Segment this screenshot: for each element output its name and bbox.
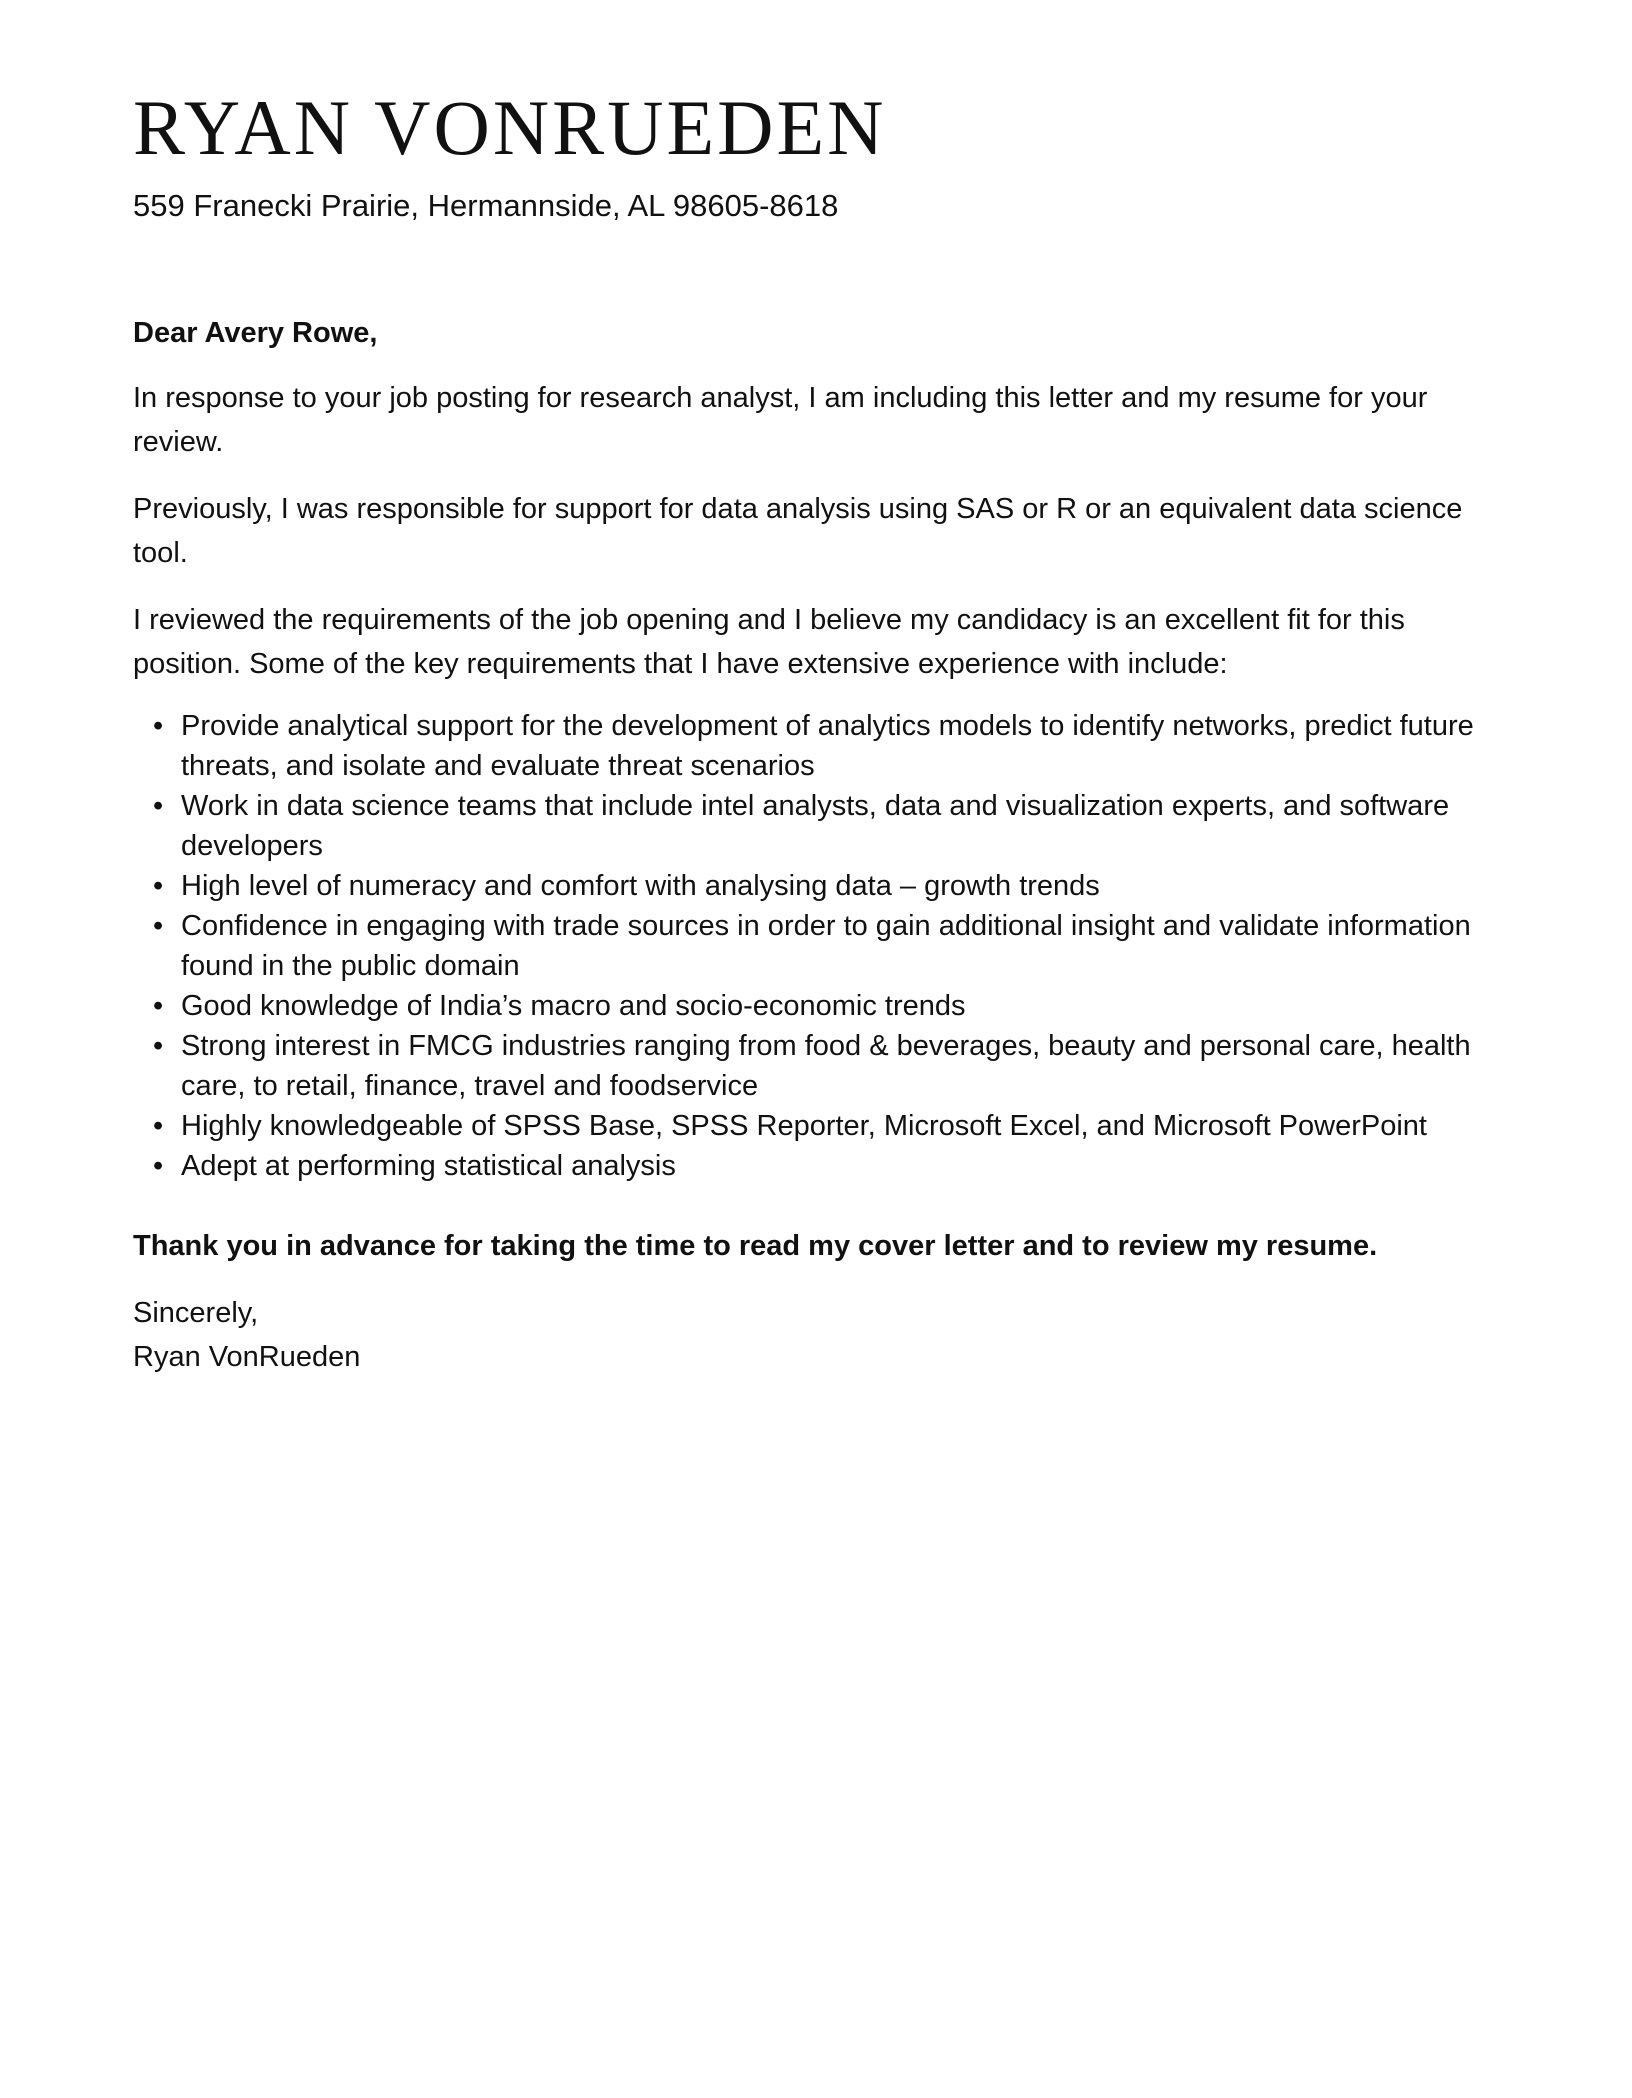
list-item [133,1146,1513,1186]
list-item [133,1026,1513,1106]
intro-paragraph: In response to your job posting for research analyst, I am including this letter and my resume for your review. [133,382,1428,458]
list-item-text: Work in data science teams that include intel analysts, data and visualization experts, and software developers [181,790,1450,862]
bullet-icon: • [153,710,164,742]
experience-paragraph: Previously, I was responsible for support for data analysis using SAS or R or an equivalent data science tool. [133,493,1463,569]
signoff-block [133,1291,1513,1379]
applicant-name: RYAN VONRUEDEN [133,84,887,171]
bullet-icon: • [153,990,164,1022]
bullet-icon: • [153,790,164,822]
list-item [133,706,1513,786]
list-item-text: Adept at performing statistical analysis [181,1150,676,1182]
applicant-address: 559 Franecki Prairie, Hermannside, AL 98605-8618 [133,188,839,223]
closing-statement: Thank you in advance for taking the time to read my cover letter and to review my resume. [133,1230,1378,1262]
bullet-icon: • [153,1110,164,1142]
bullet-icon: • [153,910,164,942]
bullet-icon: • [153,870,164,902]
list-item [133,786,1513,866]
list-item-text: High level of numeracy and comfort with analysing data – growth trends [181,870,1100,902]
signature-name: Ryan VonRueden [133,1341,361,1373]
list-item [133,1106,1513,1146]
list-item-text: Highly knowledgeable of SPSS Base, SPSS Reporter, Microsoft Excel, and Microsoft PowerPoint [181,1110,1427,1142]
list-item [133,906,1513,986]
list-item [133,866,1513,906]
list-item-text: Provide analytical support for the development of analytics models to identify networks, predict future threats, and isolate and evaluate threat scenarios [181,710,1474,782]
bullet-icon: • [153,1030,164,1062]
list-item-text: Strong interest in FMCG industries ranging from food & beverages, beauty and personal care, health care, to retail, finance, travel and foodservice [181,1030,1471,1102]
letter-greeting: Dear Avery Rowe, [133,317,378,349]
signoff-text: Sincerely, [133,1297,259,1329]
bullet-icon: • [153,1150,164,1182]
requirements-list [133,706,1513,1186]
cover-letter-page [133,80,1513,1379]
list-item-text: Good knowledge of India’s macro and socio-economic trends [181,990,966,1022]
requirements-paragraph: I reviewed the requirements of the job opening and I believe my candidacy is an excellent fit for this position. Some of the key requirements that I have extensive experience with include: [133,604,1405,680]
list-item [133,986,1513,1026]
list-item-text: Confidence in engaging with trade sources in order to gain additional insight and validate information found in the public domain [181,910,1471,982]
